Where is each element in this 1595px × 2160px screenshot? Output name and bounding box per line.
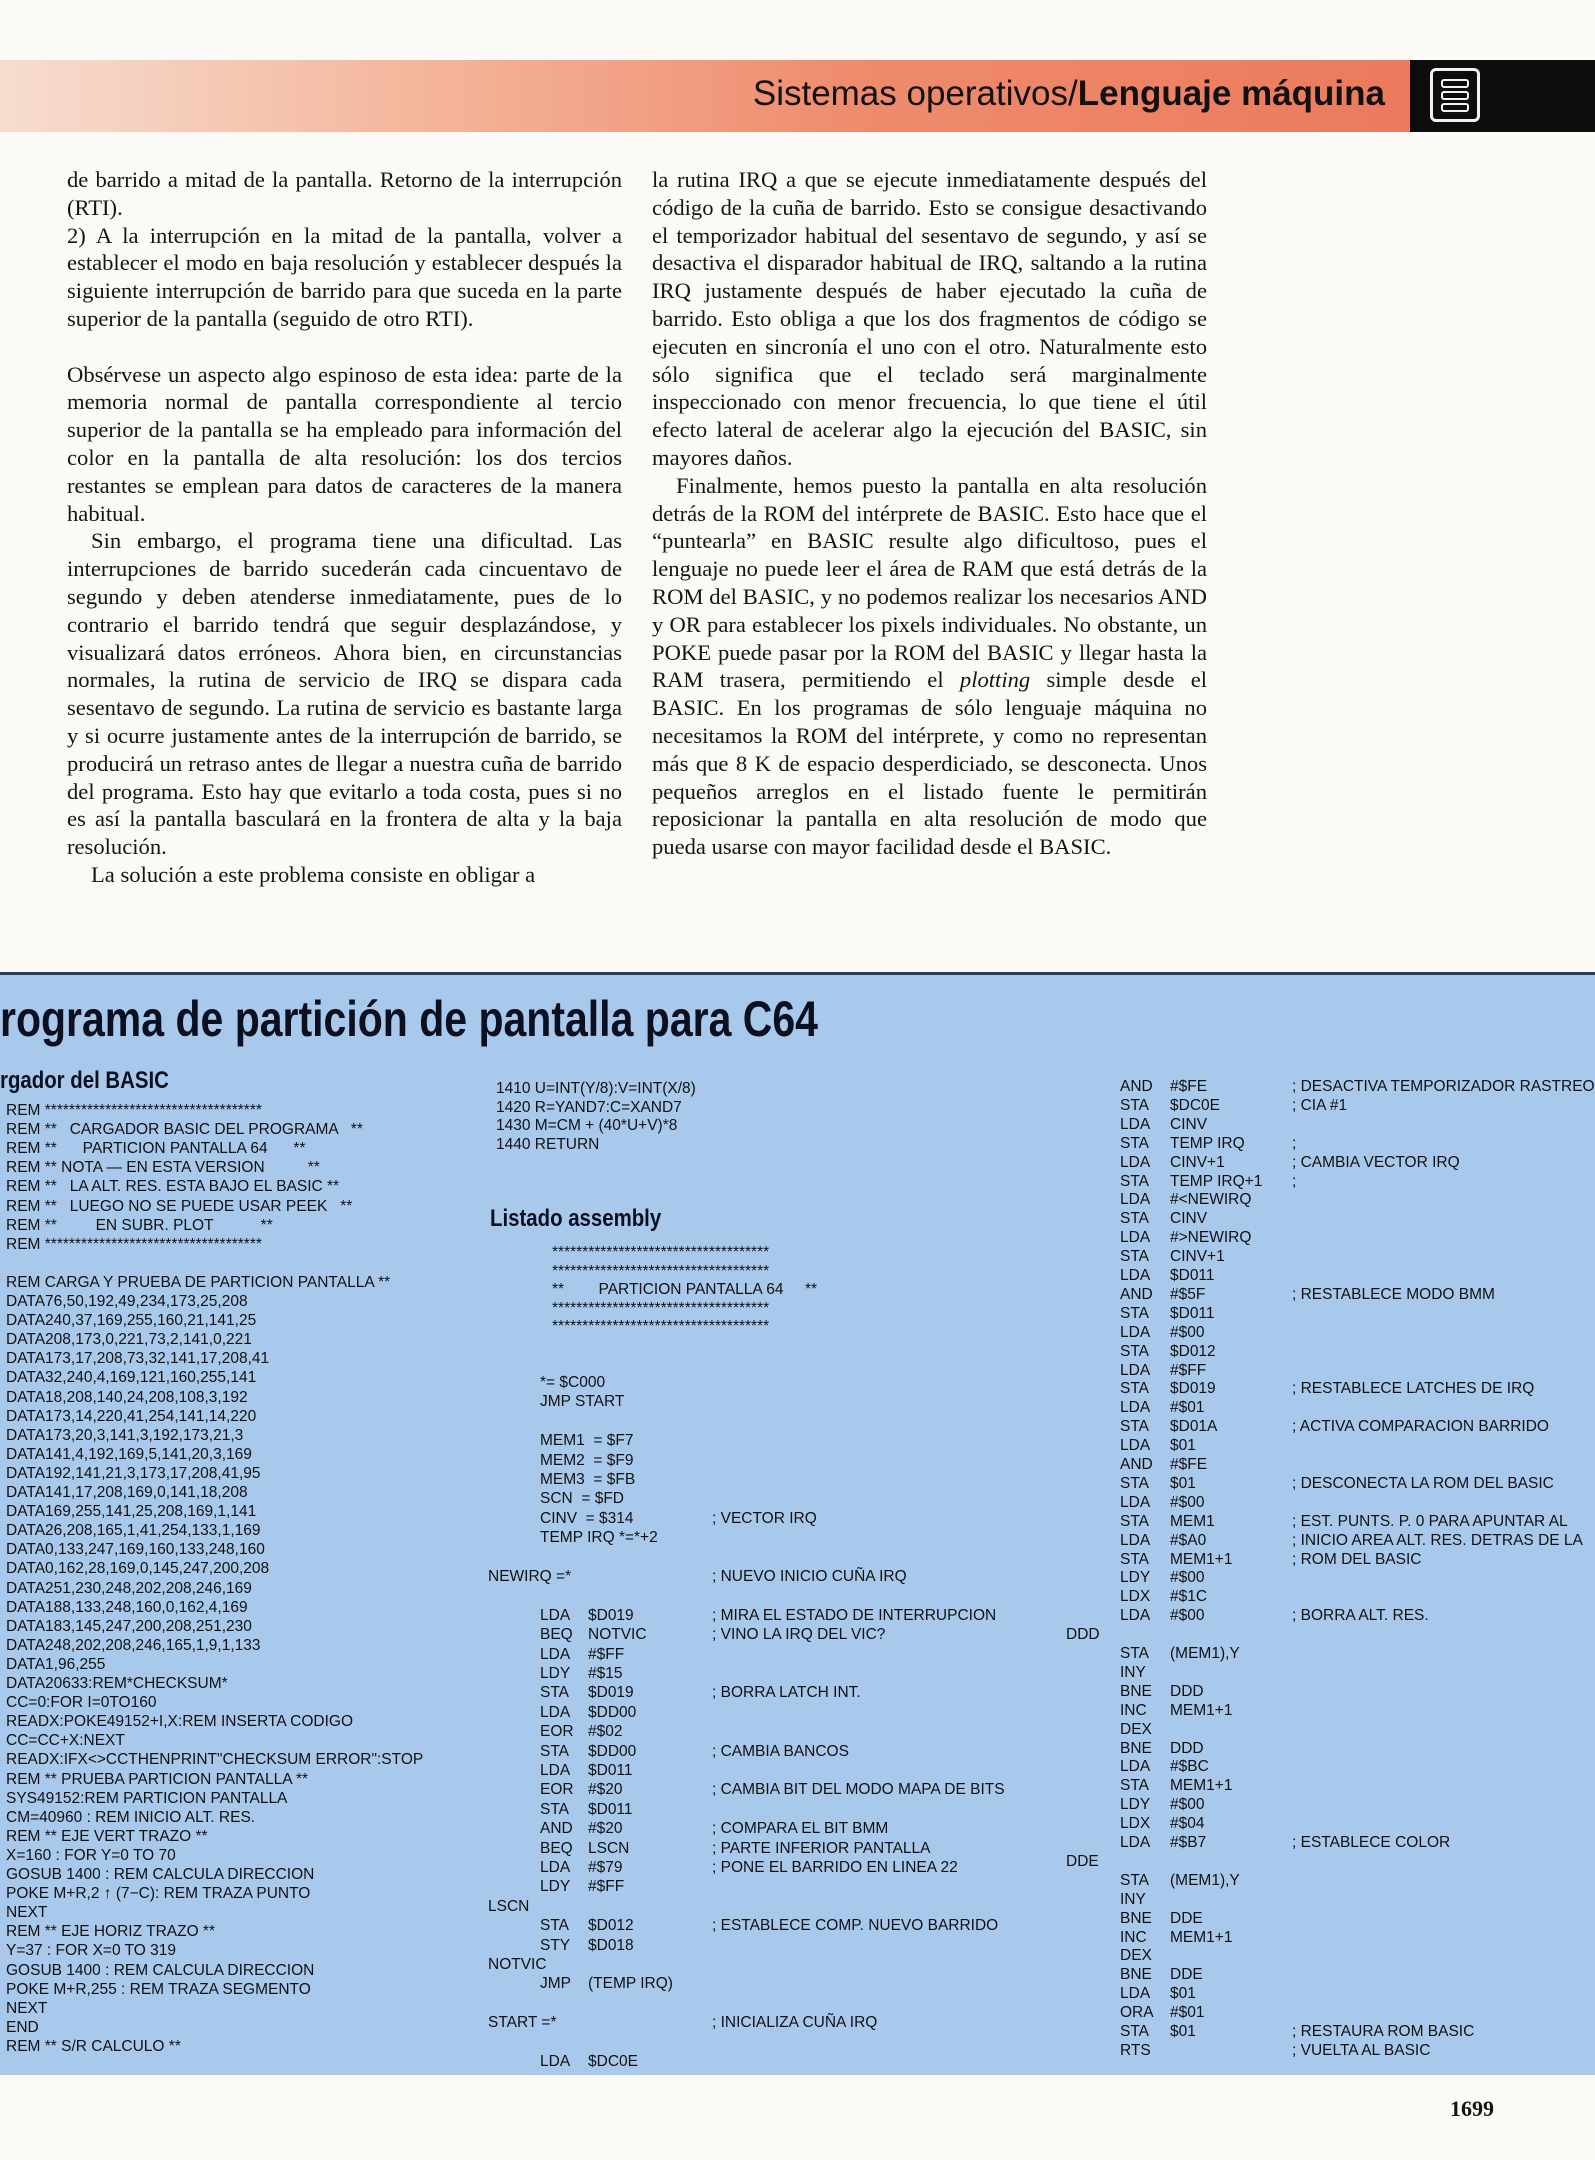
code-line: REM ** CARGADOR BASIC DEL PROGRAMA ** [6, 1121, 363, 1139]
asm-comment: ; EST. PUNTS. P. 0 PARA APUNTAR AL [1292, 1512, 1568, 1530]
asm-operand: #$04 [1170, 1815, 1205, 1833]
asm-opcode: LDY [540, 1878, 571, 1896]
asm-operand: (MEM1),Y [1170, 1645, 1240, 1662]
asm-opcode: LDA [1120, 1229, 1151, 1247]
asm-comment: ; BORRA LATCH INT. [712, 1684, 861, 1702]
asm-operand: $01 [1170, 1437, 1196, 1455]
asm-opcode: STA [1120, 1512, 1149, 1530]
asm-comment: ; [1292, 1134, 1297, 1152]
code-line: DATA0,133,247,169,160,133,248,160 [6, 1541, 265, 1559]
code-line: POKE M+R,2 ↑ (7−C): REM TRAZA PUNTO [6, 1885, 311, 1903]
asm-opcode: MEM3 = $FB [540, 1471, 636, 1488]
code-line: NEXT [6, 1904, 48, 1922]
asm-opcode: LDA [1120, 1834, 1151, 1851]
asm-opcode: STA [1120, 1096, 1149, 1114]
asm-operand: $D011 [1170, 1304, 1215, 1322]
code-line: DATA0,162,28,169,0,145,247,200,208 [6, 1560, 270, 1578]
asm-opcode: DEX [1120, 1720, 1152, 1738]
asm-opcode: STA [1120, 1871, 1149, 1889]
asm-comment: ; ESTABLECE COMP. NUEVO BARRIDO [712, 1917, 999, 1935]
asm-opcode: STA [1120, 1418, 1149, 1436]
asm-operand: (MEM1),Y [1170, 1871, 1240, 1889]
asm-operand: DDD [1170, 1682, 1204, 1700]
asm-comment: ; NUEVO INICIO CUÑA IRQ [712, 1568, 907, 1585]
asm-comment: ; RESTABLECE MODO BMM [1292, 1285, 1495, 1303]
asm-operand: #$B7 [1170, 1834, 1207, 1851]
asm-operand: #$02 [588, 1723, 623, 1741]
asm-opcode: STY [540, 1936, 571, 1954]
asm-comment: ; ESTABLECE COLOR [1292, 1834, 1451, 1851]
code-line: DATA173,17,208,73,32,141,17,208,41 [6, 1350, 270, 1368]
asm-opcode: MEM2 = $F9 [540, 1451, 634, 1469]
header-title [753, 74, 1385, 114]
asm-operand: #$BC [1170, 1758, 1209, 1776]
asm-opcode: LDX [1120, 1815, 1151, 1833]
asm-opcode: LDA [1120, 1493, 1151, 1511]
code-line: REM ** NOTA — EN ESTA VERSION ** [6, 1159, 320, 1177]
asm-opcode: BNE [1120, 1966, 1152, 1984]
code-line: CC=0:FOR I=0TO160 [6, 1694, 157, 1712]
code-line: DATA32,240,4,169,121,160,255,141 [6, 1369, 257, 1387]
asm-operand: MEM1+1 [1170, 1701, 1233, 1719]
asm-operand: $D012 [588, 1917, 634, 1935]
asm-operand: TEMP IRQ+1 [1170, 1172, 1263, 1190]
asm-operand: #$FF [588, 1878, 625, 1896]
asm-operand: #$20 [588, 1781, 623, 1799]
asm-operand: $D011 [588, 1762, 633, 1779]
asm-opcode: STA [1120, 1134, 1149, 1152]
asm-operand: $01 [1170, 2023, 1196, 2040]
asm-opcode: LDY [1120, 1796, 1151, 1814]
asm-operand: $D011 [1170, 1267, 1215, 1284]
page-number: 1699 [1450, 2096, 1494, 2121]
code-line: REM ** S/R CALCULO ** [6, 2037, 181, 2055]
asm-operand: MEM1+1 [1170, 1777, 1233, 1795]
asm-operand: $D01A [1170, 1418, 1218, 1436]
asm-comment: ; CAMBIA BANCOS [712, 1742, 849, 1760]
asm-opcode: STA [540, 1800, 569, 1818]
asm-operand: #$01 [1170, 1399, 1205, 1417]
code-line: GOSUB 1400 : REM CALCULA DIRECCION [6, 1866, 315, 1883]
asm-opcode: SCN = $FD [540, 1490, 624, 1508]
asm-label: START =* [488, 2014, 557, 2032]
asm-operand: #$FE [1170, 1078, 1208, 1095]
asm-opcode: LDA [1120, 1399, 1151, 1417]
asm-opcode: LDA [1120, 1115, 1151, 1133]
asm-opcode: LDA [1120, 1191, 1151, 1209]
code-line: REM ** EJE HORIZ TRAZO ** [6, 1923, 215, 1941]
asm-label: DDD [1066, 1626, 1100, 1644]
asm-comment: ; VUELTA AL BASIC [1292, 2041, 1431, 2059]
code-line: DATA251,230,248,202,208,246,169 [6, 1579, 252, 1597]
asm-opcode: TEMP IRQ *=*+2 [540, 1529, 658, 1547]
asm-comment: ; CAMBIA VECTOR IRQ [1292, 1153, 1460, 1171]
asm-comment: ; CAMBIA BIT DEL MODO MAPA DE BITS [712, 1781, 1005, 1799]
code-line: DATA173,20,3,141,3,192,173,21,3 [6, 1426, 244, 1444]
asm-label: NOTVIC [488, 1956, 547, 1973]
asm-opcode: INC [1120, 1701, 1147, 1719]
asm-opcode: LDA [540, 1762, 571, 1779]
asm-opcode: LDA [540, 1859, 571, 1876]
code-line: DATA76,50,192,49,234,173,25,208 [6, 1293, 248, 1310]
paragraph: de barrido a mitad de la pantalla. Retorno de la interrupción (RTI). [67, 167, 622, 220]
assembly-label: Listado assembly [490, 1205, 662, 1232]
asm-operand: $DD00 [588, 1703, 637, 1721]
asm-operand: DDD [1170, 1739, 1204, 1757]
asm-opcode: LDA [1120, 1153, 1151, 1171]
code-line: ** PARTICION PANTALLA 64 ** [552, 1281, 818, 1298]
code-line: DATA183,145,247,200,208,251,230 [6, 1617, 252, 1635]
asm-opcode: STA [540, 1917, 569, 1935]
asm-opcode: LDY [1120, 1569, 1151, 1587]
asm-opcode: RTS [1120, 2041, 1151, 2059]
asm-operand: $D019 [588, 1684, 634, 1702]
code-line: DATA20633:REM*CHECKSUM* [6, 1675, 228, 1692]
asm-operand: #$15 [588, 1665, 623, 1682]
asm-operand: LSCN [588, 1839, 630, 1857]
code-line: DATA1,96,255 [6, 1655, 106, 1673]
asm-opcode: LDA [540, 1606, 571, 1624]
asm-operand: CINV [1170, 1210, 1208, 1228]
code-line: DATA173,14,220,41,254,141,14,220 [6, 1407, 257, 1425]
panel-title: rograma de partición de pantalla para C64 [0, 991, 818, 1047]
asm-operand: #$FF [1170, 1361, 1207, 1379]
code-line: 1440 RETURN [496, 1135, 600, 1153]
asm-operand: MEM1+1 [1170, 1550, 1233, 1568]
code-line: DATA141,17,208,169,0,141,18,208 [6, 1484, 248, 1501]
asm-opcode: AND [1120, 1456, 1153, 1473]
code-line: GOSUB 1400 : REM CALCULA DIRECCION [6, 1961, 315, 1979]
asm-operand: $D012 [1170, 1342, 1216, 1360]
asm-operand: $DC0E [1170, 1096, 1220, 1114]
asm-opcode: BEQ [540, 1626, 573, 1644]
text-column-right [652, 166, 1207, 861]
paragraph: la rutina IRQ a que se ejecute inmediatamente después del código de la cuña de barrido. Esto se consigue desactivando el temporizador habitual del sesentavo de segundo, y así se desactiva el disparador habitual de IRQ, saltando a la rutina IRQ justamente después de haber ejecutado la cuña de barrido. Esto obliga a que los dos fragmentos de código se ejecuten en sincronía el uno con el otro. Naturalmente esto sólo significa que el teclado será marginalmente inspeccionado con menor frecuencia, lo que tiene el útil efecto lateral de acelerar algo la ejecución del BASIC, sin mayores daños. [652, 167, 1207, 470]
code-line: NEXT [6, 1999, 48, 2017]
asm-opcode: LDA [1120, 1267, 1151, 1284]
asm-opcode: EOR [540, 1781, 574, 1799]
asm-operand: $01 [1170, 1474, 1196, 1492]
asm-operand: $D018 [588, 1936, 634, 1954]
asm-operand: #$1C [1170, 1588, 1208, 1606]
keyboard-icon [1430, 68, 1480, 122]
asm-opcode: INC [1120, 1928, 1147, 1946]
asm-opcode: LDA [1120, 1361, 1151, 1379]
asm-operand: #$00 [1170, 1569, 1205, 1587]
asm-comment: ; ROM DEL BASIC [1292, 1550, 1422, 1568]
asm-operand: NOTVIC [588, 1626, 647, 1644]
asm-opcode: LDA [540, 1703, 571, 1721]
paragraph: Finalmente, hemos puesto la pantalla en alta resolución detrás de la ROM del intérprete de BASIC. Esto hace que el “puntearla” en BASIC resulte algo dificultoso, pues el lenguaje no puede leer el área de RAM que está detrás de la ROM del BASIC, y no podemos realizar los necesarios AND y OR para establecer los pixels individuales. No obstante, un POKE puede pasar por la ROM del BASIC y llegar hasta la RAM trasera, permitiendo el plotting simple desde el BASIC. En los programas de sólo lenguaje máquina no necesitamos la ROM del intérprete, y como no representan más que 8 K de espacio desperdiciado, se desconecta. Unos pequeños arreglos en el listado fuente le permitirán reposicionar la pantalla en alta resolución de modo que pueda usarse con mayor facilidad desde el BASIC. [652, 472, 1208, 860]
asm-opcode: BNE [1120, 1909, 1152, 1927]
paragraph: 2) A la interrupción en la mitad de la pantalla, volver a establecer el modo en baja resolución y establecer después la siguiente interrupción de barrido para que suceda en la parte superior de la pantalla (seguido de otro RTI). [67, 222, 622, 331]
code-line: 1420 R=YAND7:C=XAND7 [496, 1098, 682, 1116]
asm-opcode: LDA [540, 1645, 571, 1663]
asm-comment: ; DESCONECTA LA ROM DEL BASIC [1292, 1474, 1554, 1492]
asm-opcode: CINV = $314 [540, 1509, 634, 1527]
asm-opcode: JMP [540, 1975, 571, 1993]
code-line: REM ** LA ALT. RES. ESTA BAJO EL BASIC ** [6, 1178, 340, 1196]
asm-opcode: JMP START [540, 1393, 625, 1411]
asm-opcode: AND [1120, 1285, 1153, 1303]
asm-operand: MEM1 [1170, 1512, 1215, 1530]
code-line: CM=40960 : REM INICIO ALT. RES. [6, 1808, 256, 1826]
asm-opcode: DEX [1120, 1947, 1152, 1965]
code-line: DATA141,4,192,169,5,141,20,3,169 [6, 1445, 252, 1463]
asm-opcode: LDA [1120, 1437, 1151, 1455]
code-line: X=160 : FOR Y=0 TO 70 [6, 1846, 176, 1864]
asm-comment: ; RESTAURA ROM BASIC [1292, 2023, 1475, 2040]
asm-operand: #$00 [1170, 1323, 1205, 1341]
asm-operand: CINV [1170, 1115, 1208, 1133]
asm-comment: ; CIA #1 [1292, 1096, 1348, 1114]
asm-operand: $D019 [588, 1606, 634, 1624]
asm-opcode: LDY [540, 1665, 571, 1682]
asm-opcode: STA [1120, 1380, 1149, 1398]
asm-opcode: LDA [1120, 1607, 1151, 1625]
asm-opcode: LDX [1120, 1588, 1151, 1606]
code-line: REM ** EN SUBR. PLOT ** [6, 1216, 273, 1234]
asm-comment: ; ACTIVA COMPARACION BARRIDO [1292, 1418, 1549, 1436]
asm-operand: $D011 [588, 1800, 633, 1818]
asm-comment: ; INICIO AREA ALT. RES. DETRAS DE LA [1292, 1531, 1583, 1549]
asm-operand: MEM1+1 [1170, 1928, 1233, 1946]
asm-operand: #$79 [588, 1859, 623, 1876]
code-line: ************************************ [552, 1318, 770, 1335]
asm-opcode: LDA [1120, 1531, 1151, 1549]
asm-opcode: BNE [1120, 1739, 1152, 1757]
asm-comment: ; RESTABLECE LATCHES DE IRQ [1292, 1380, 1535, 1398]
asm-comment: ; COMPARA EL BIT BMM [712, 1820, 889, 1838]
asm-opcode: STA [1120, 1304, 1149, 1322]
asm-label: LSCN [488, 1897, 530, 1915]
asm-operand: $DC0E [588, 2053, 638, 2070]
asm-opcode: AND [540, 1820, 573, 1838]
code-line: REM ** PRUEBA PARTICION PANTALLA ** [6, 1770, 309, 1788]
asm-comment: ; [1292, 1172, 1297, 1190]
asm-comment: ; BORRA ALT. RES. [1292, 1607, 1429, 1625]
code-line: DATA240,37,169,255,160,21,141,25 [6, 1312, 257, 1330]
asm-opcode: STA [1120, 1342, 1149, 1360]
code-line: Y=37 : FOR X=0 TO 319 [6, 1942, 177, 1960]
asm-opcode: STA [1120, 1248, 1149, 1266]
header-section: Sistemas operativos/ [752, 74, 1078, 113]
asm-operand: $D019 [1170, 1380, 1216, 1398]
code-line: DATA192,141,21,3,173,17,208,41,95 [6, 1464, 261, 1482]
asm-opcode: STA [1120, 1550, 1149, 1568]
asm-operand: #$01 [1170, 2004, 1205, 2022]
asm-opcode: *= $C000 [540, 1374, 606, 1391]
asm-operand: DDE [1170, 1966, 1203, 1984]
code-line: DATA18,208,140,24,208,108,3,192 [6, 1388, 248, 1406]
asm-opcode: LDA [1120, 1758, 1151, 1776]
asm-opcode: INY [1120, 1663, 1146, 1681]
asm-operand: CINV+1 [1170, 1248, 1225, 1266]
asm-opcode: INY [1120, 1890, 1146, 1908]
asm-operand: $01 [1170, 1985, 1196, 2003]
basic-loader-label: rgador del BASIC [0, 1067, 169, 1094]
asm-operand: CINV+1 [1170, 1153, 1225, 1171]
code-line: REM CARGA Y PRUEBA DE PARTICION PANTALLA ** [6, 1273, 391, 1291]
asm-operand: #$FE [1170, 1456, 1208, 1473]
asm-operand: #$00 [1170, 1796, 1205, 1814]
code-line: END [6, 2018, 39, 2036]
asm-comment: ; VECTOR IRQ [712, 1509, 817, 1527]
asm-opcode: STA [1120, 1210, 1149, 1228]
code-line: SYS49152:REM PARTICION PANTALLA [6, 1789, 288, 1807]
code-line: 1430 M=CM + (40*U+V)*8 [496, 1117, 678, 1134]
paragraph: La solución a este problema consiste en obligar a [91, 861, 536, 887]
asm-comment: ; PARTE INFERIOR PANTALLA [712, 1839, 931, 1857]
asm-operand: DDE [1170, 1909, 1203, 1927]
asm-comment: ; DESACTIVA TEMPORIZADOR RASTREO [1292, 1078, 1595, 1095]
asm-operand: #>NEWIRQ [1170, 1229, 1252, 1247]
asm-opcode: MEM1 = $F7 [540, 1432, 634, 1450]
asm-comment: ; VINO LA IRQ DEL VIC? [712, 1626, 886, 1644]
paragraph: Sin embargo, el programa tiene una dificultad. Las interrupciones de barrido sucederán cada cincuentavo de segundo y deben atenderse inmediatamente, pues de lo contrario el barrido tendrá que seguir desplazándose, y visualizará datos erróneos. Ahora bien, en circunstancias normales, la rutina de servicio de IRQ se dispara cada sesentavo de segundo. La rutina de servicio es bastante larga y si ocurre justamente antes de la interrupción de barrido, se producirá un retraso antes de llegar a nuestra cuña de barrido del programa. Esto hay que evitarlo a toda costa, pues si no es así la pantalla basculará en la frontera de alta y la baja resolución. [67, 528, 622, 860]
code-line: POKE M+R,255 : REM TRAZA SEGMENTO [6, 1980, 311, 1998]
asm-opcode: STA [1120, 1645, 1149, 1662]
code-line: DATA208,173,0,221,73,2,141,0,221 [6, 1331, 252, 1349]
asm-operand: #$00 [1170, 1493, 1205, 1511]
asm-opcode: AND [1120, 1078, 1153, 1095]
header-topic: Lenguaje máquina [1077, 74, 1385, 113]
asm-label: DDE [1066, 1852, 1099, 1870]
asm-opcode: STA [1120, 1777, 1149, 1795]
paragraph: Obsérvese un aspecto algo espinoso de esta idea: parte de la memoria normal de pantalla correspondiente al tercio superior de la pantalla se ha empleado para información del color en la pantalla de alta resolución: los dos tercios restantes se emplean para datos de caracteres de la manera habitual. [67, 361, 622, 526]
code-line: REM ** LUEGO NO SE PUEDE USAR PEEK ** [6, 1197, 353, 1215]
code-line: READX:IFX<>CCTHENPRINT"CHECKSUM ERROR":STOP [6, 1751, 424, 1769]
asm-operand: $DD00 [588, 1742, 637, 1760]
code-line: DATA169,255,141,25,208,169,1,141 [6, 1503, 257, 1521]
asm-operand: #$20 [588, 1820, 623, 1838]
code-line: ************************************ [552, 1262, 770, 1280]
asm-opcode: STA [1120, 1474, 1149, 1492]
asm-operand: (TEMP IRQ) [588, 1975, 673, 1993]
asm-comment: ; INICIALIZA CUÑA IRQ [712, 2014, 878, 2032]
asm-operand: #<NEWIRQ [1170, 1191, 1252, 1209]
code-line: DATA26,208,165,1,41,254,133,1,169 [6, 1522, 261, 1540]
header-icon-box [1410, 60, 1595, 132]
code-line: 1410 U=INT(Y/8):V=INT(X/8) [496, 1080, 696, 1097]
code-line: DATA188,133,248,160,0,162,4,169 [6, 1598, 248, 1616]
asm-operand: #$A0 [1170, 1531, 1207, 1549]
asm-operand: #$00 [1170, 1607, 1205, 1625]
asm-label: NEWIRQ =* [488, 1568, 572, 1585]
asm-opcode: STA [1120, 2023, 1149, 2040]
asm-opcode: BNE [1120, 1682, 1152, 1700]
asm-opcode: STA [540, 1684, 569, 1702]
code-line: REM ** EJE VERT TRAZO ** [6, 1827, 208, 1845]
code-line: REM ************************************ [6, 1102, 262, 1119]
code-line: CC=CC+X:NEXT [6, 1732, 125, 1750]
code-line: ************************************ [552, 1299, 770, 1317]
asm-opcode: STA [540, 1742, 569, 1760]
asm-operand: #$FF [588, 1645, 625, 1663]
asm-opcode: BEQ [540, 1839, 573, 1857]
asm-operand: #$5F [1170, 1285, 1206, 1303]
asm-operand: TEMP IRQ [1170, 1134, 1245, 1152]
text-column-left [67, 166, 622, 889]
code-line: DATA248,202,208,246,165,1,9,1,133 [6, 1636, 261, 1654]
code-line: ************************************ [552, 1244, 770, 1261]
asm-opcode: EOR [540, 1723, 574, 1741]
code-line: REM ** PARTICION PANTALLA 64 ** [6, 1140, 306, 1158]
asm-opcode: STA [1120, 1172, 1149, 1190]
asm-comment: ; PONE EL BARRIDO EN LINEA 22 [712, 1859, 958, 1876]
asm-opcode: LDA [540, 2053, 571, 2070]
asm-opcode: LDA [1120, 1985, 1151, 2003]
asm-comment: ; MIRA EL ESTADO DE INTERRUPCION [712, 1606, 997, 1624]
code-line: READX:POKE49152+I,X:REM INSERTA CODIGO [6, 1713, 354, 1731]
asm-opcode: ORA [1120, 2004, 1154, 2022]
asm-opcode: LDA [1120, 1323, 1151, 1341]
code-line: REM ************************************ [6, 1235, 262, 1253]
